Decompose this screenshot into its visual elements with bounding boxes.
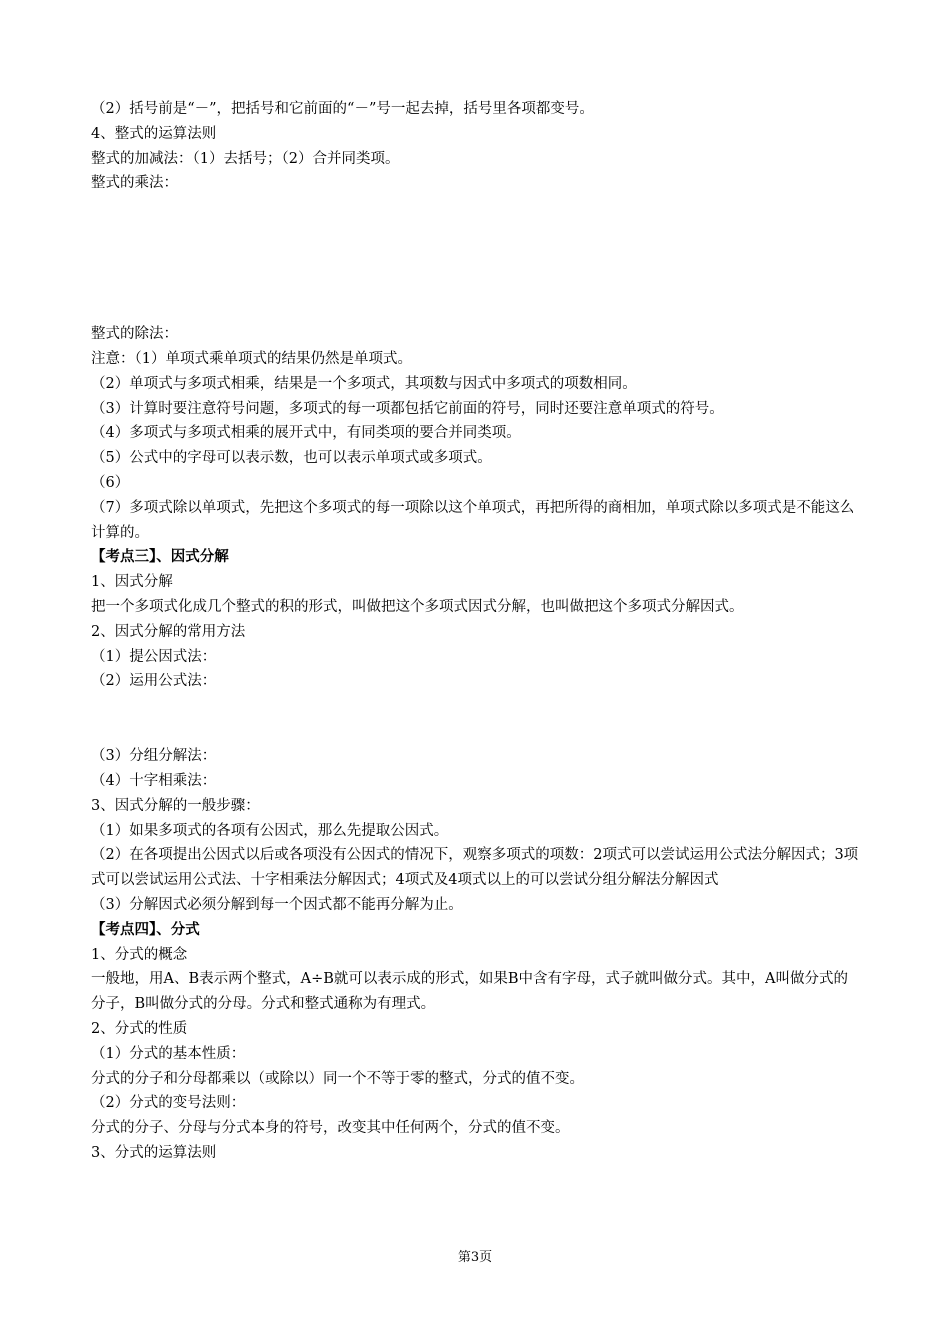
text-line: （6） xyxy=(91,474,130,491)
formula-blank-area xyxy=(91,196,861,322)
text-paragraph: 一般地，用A、B表示两个整式，A÷B就可以表示成的形式，如果B中含有字母，式子就叫做分式。其中，A叫做分式的分子，B叫做分式的分母。分式和整式通称为有理式。 xyxy=(91,971,849,1013)
text-line: 分式的分子、分母与分式本身的符号，改变其中任何两个，分式的值不变。 xyxy=(91,1120,570,1137)
text-line: （2）运用公式法： xyxy=(91,673,217,690)
section-heading: 3、因式分解的一般步骤： xyxy=(91,797,260,814)
page-content xyxy=(91,97,861,1166)
text-line: 整式的除法： xyxy=(91,326,178,343)
topic-heading: 【考点三】、因式分解 xyxy=(91,548,229,566)
text-line: （2）单项式与多项式相乘，结果是一个多项式，其项数与因式中多项式的项数相同。 xyxy=(91,375,637,392)
text-line: （2）括号前是“－”，把括号和它前面的“－”号一起去掉，括号里各项都变号。 xyxy=(91,101,594,117)
text-line: （2）分式的变号法则： xyxy=(91,1095,246,1112)
text-line: （1）如果多项式的各项有公因式，那么先提取公因式。 xyxy=(91,822,449,839)
page-number: 第3页 xyxy=(457,1250,493,1265)
text-line: 整式的加减法：（1）去括号；（2）合并同类项。 xyxy=(91,150,400,167)
text-line: （1）提公因式法： xyxy=(91,648,217,665)
text-line: （1）分式的基本性质： xyxy=(91,1045,246,1062)
text-line: 分式的分子和分母都乘以（或除以）同一个不等于零的整式，分式的值不变。 xyxy=(91,1070,584,1087)
section-heading: 1、分式的概念 xyxy=(91,946,188,963)
text-line: （5）公式中的字母可以表示数，也可以表示单项式或多项式。 xyxy=(91,450,492,467)
text-line: （4）十字相乘法： xyxy=(91,772,217,789)
section-heading: 1、因式分解 xyxy=(91,574,173,591)
section-heading: 2、分式的性质 xyxy=(91,1020,188,1037)
section-heading: 3、分式的运算法则 xyxy=(91,1144,217,1161)
text-line: （3）分解因式必须分解到每一个因式都不能再分解为止。 xyxy=(91,896,463,913)
text-line: 整式的乘法： xyxy=(91,175,178,192)
section-heading: 2、因式分解的常用方法 xyxy=(91,623,246,640)
text-line: （4）多项式与多项式相乘的展开式中，有同类项的要合并同类项。 xyxy=(91,425,521,442)
text-line: （3）分组分解法： xyxy=(91,748,217,765)
text-paragraph: （7）多项式除以单项式，先把这个多项式的每一项除以这个单项式，再把所得的商相加，单项式除以多项式是不能这么计算的。 xyxy=(91,499,855,541)
text-line: （3）计算时要注意符号问题，多项式的每一项都包括它前面的符号，同时还要注意单项式的符号。 xyxy=(91,400,724,417)
topic-heading: 【考点四】、分式 xyxy=(91,920,200,938)
text-paragraph: （2）在各项提出公因式以后或各项没有公因式的情况下，观察多项式的项数：2项式可以尝试运用公式法分解因式；3项式可以尝试运用公式法、十字相乘法分解因式；4项式及4项式以上的可以尝试分组分解法分解因式 xyxy=(91,847,859,889)
formula-blank-area xyxy=(91,694,861,744)
section-heading: 4、整式的运算法则 xyxy=(91,125,217,142)
text-line: 把一个多项式化成几个整式的积的形式，叫做把这个多项式因式分解，也叫做把这个多项式分解因式。 xyxy=(91,598,744,615)
text-line: 注意：（1）单项式乘单项式的结果仍然是单项式。 xyxy=(91,350,412,367)
